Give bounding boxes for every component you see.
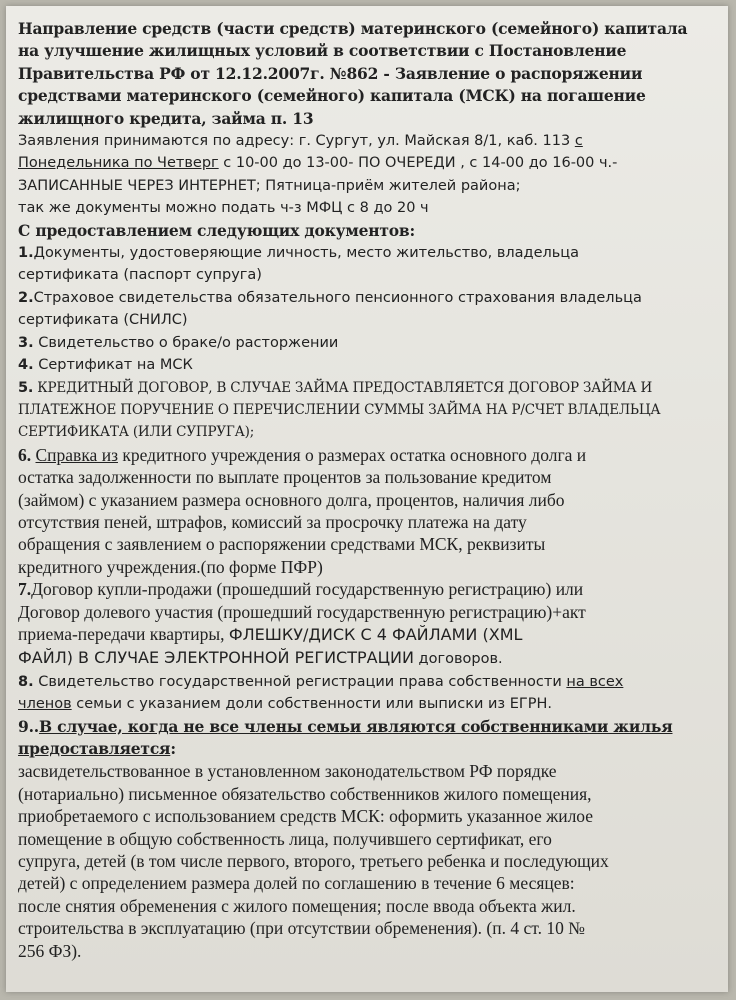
heading-line: средствами материнского (семейного) капитала (МСК) на погашение: [18, 86, 646, 106]
item-line: [18, 287, 718, 309]
item-text: (займом) с указанием размера основного долга, процентов, наличия либо: [18, 489, 565, 510]
paper-sheet: [6, 6, 728, 992]
address-text: Заявления принимаются по адресу: г. Сургут, ул. Майская 8/1, каб. 113: [18, 133, 571, 150]
list-item: [18, 671, 718, 716]
item-text: засвидетельствованное в установленном законодательством РФ порядке: [18, 761, 557, 782]
item-number: 7.: [18, 579, 32, 600]
list-item: [18, 377, 718, 444]
item-line: [18, 646, 718, 670]
item-line: [18, 671, 718, 693]
item-text: договоров.: [413, 651, 503, 668]
item-line: [18, 354, 718, 376]
heading-line: Правительства РФ от 12.12.2007г. №862 - Заявление о распоряжении: [18, 63, 643, 83]
item-text: Свидетельство государственной регистрации права собственности: [33, 673, 567, 690]
heading-line: жилищного кредита, займа п. 13: [18, 108, 314, 128]
address-line: так же документы можно подать ч-з МФЦ с 8 до 20 ч: [18, 200, 429, 217]
list-item: [18, 287, 718, 332]
item-text: сертификата (СНИЛС): [18, 312, 188, 329]
item-text: :: [170, 739, 176, 758]
document-heading: [18, 18, 718, 130]
item-text: приема-передачи квартиры,: [18, 623, 229, 644]
list-item: [18, 354, 718, 376]
item-text: Документы, удостоверяющие личность, место жительство, владельца: [33, 245, 580, 262]
item-line: [18, 377, 718, 399]
item-text: Свидетельство о браке/о расторжении: [33, 334, 339, 351]
item-text: СЕРТИФИКАТА (ИЛИ СУПРУГА);: [18, 424, 255, 441]
item-text-emphasis: ФЛЕШКУ/ДИСК С 4 ФАЙЛАМИ (XML: [228, 624, 523, 644]
item-line: [18, 332, 718, 354]
item-text: (нотариально) письменное обязательство собственников жилого помещения,: [18, 783, 592, 804]
item-line: [18, 738, 718, 760]
heading-line: на улучшение жилищных условий в соответствии с Постановление: [18, 41, 627, 61]
item-text: детей) с определением размера долей по соглашению в течение 6 месяцев:: [18, 873, 575, 894]
item-line: [18, 444, 718, 466]
item-text: КРЕДИТНЫЙ ДОГОВОР, В СЛУЧАЕ ЗАЙМА ПРЕДОСТАВЛЯЕТСЯ ДОГОВОР ЗАЙМА И: [33, 379, 653, 396]
item-text: кредитного учреждения.(по форме ПФР): [18, 556, 323, 577]
heading-line: Направление средств (части средств) материнского (семейного) капитала: [18, 19, 688, 38]
address-block: [18, 130, 718, 220]
documents-heading: С предоставлением следующих документов:: [18, 220, 416, 240]
item-line: [18, 693, 718, 715]
item-text: отсутствия пеней, штрафов, комиссий за просрочку платежа на дату: [18, 511, 527, 532]
schedule-hours: с 10-00 до 13-00- ПО ОЧЕРЕДИ , с 14-00 до 16-00 ч.-: [218, 155, 618, 172]
item-text: 256 ФЗ).: [18, 940, 82, 961]
item-text: ПЛАТЕЖНОЕ ПОРУЧЕНИЕ О ПЕРЕЧИСЛЕНИИ СУММЫ ЗАЙМА НА Р/СЧЕТ ВЛАДЕЛЬЦА: [18, 401, 661, 418]
list-item: [18, 716, 718, 962]
item-text: после снятия обременения с жилого помещения; после ввода объекта жил.: [18, 895, 576, 916]
document-body: [18, 18, 718, 962]
address-line: [18, 130, 718, 152]
list-item: [18, 444, 718, 578]
item-text: кредитного учреждения о размерах остатка основного долга и: [117, 444, 587, 465]
list-item: [18, 332, 718, 354]
item-text: приобретаемого с использованием средств МСК: оформить указанное жилое: [18, 806, 594, 827]
item-text: Страховое свидетельства обязательного пенсионного страхования владельца: [33, 289, 642, 306]
item-text: строительства в эксплуатацию (при отсутствии обременения). (п. 4 ст. 10 №: [18, 918, 585, 939]
address-line: ЗАПИСАННЫЕ ЧЕРЕЗ ИНТЕРНЕТ; Пятница-приём жителей района;: [18, 177, 521, 194]
list-item: [18, 578, 718, 671]
item-number: 2.: [18, 289, 34, 306]
item-underlined: на всех: [566, 673, 624, 690]
item-number: 3.: [18, 334, 34, 351]
item-text: семьи с указанием доли собственности или выписки из ЕГРН.: [71, 696, 552, 713]
item-text: супруга, детей (в том числе первого, второго, третьего ребенка и последующих: [18, 851, 609, 872]
item-text: обращения с заявлением о распоряжении средствами МСК, реквизиты: [18, 534, 546, 555]
list-item: [18, 242, 718, 287]
item-underlined: предоставляется: [18, 739, 171, 758]
item-line: [18, 578, 718, 600]
item-underlined: членов: [18, 696, 72, 713]
item-text: помещение в общую собственность лица, получившего сертификат, его: [18, 828, 552, 849]
item-number: 1.: [18, 245, 34, 262]
item-line: [18, 716, 718, 738]
item-line: [18, 242, 718, 264]
item-line: [18, 623, 718, 646]
item-text: Договор долевого участия (прошедший государственную регистрацию)+акт: [18, 601, 586, 622]
item-number: 6.: [18, 444, 32, 465]
item-text: сертификата (паспорт супруга): [18, 267, 262, 284]
item-number: 8.: [18, 673, 34, 690]
item-underlined: В случае, когда не все члены семьи являются собственниками жилья: [38, 716, 673, 736]
item-underlined: Справка из: [35, 444, 118, 465]
item-number: 9..: [18, 716, 39, 736]
item-text: Сертификат на МСК: [33, 357, 193, 374]
item-number: 4.: [18, 357, 34, 374]
address-underlined: с: [574, 133, 583, 150]
schedule-days: Понедельника по Четверг: [18, 155, 219, 172]
address-line: [18, 152, 718, 174]
item-text-emphasis: ФАЙЛ) В СЛУЧАЕ ЭЛЕКТРОННОЙ РЕГИСТРАЦИИ: [18, 648, 414, 668]
item-text: остатка задолженности по выплате процентов за пользование кредитом: [18, 467, 552, 488]
item-number: 5.: [18, 379, 34, 396]
item-text: Договор купли-продажи (прошедший государственную регистрацию) или: [31, 579, 584, 600]
